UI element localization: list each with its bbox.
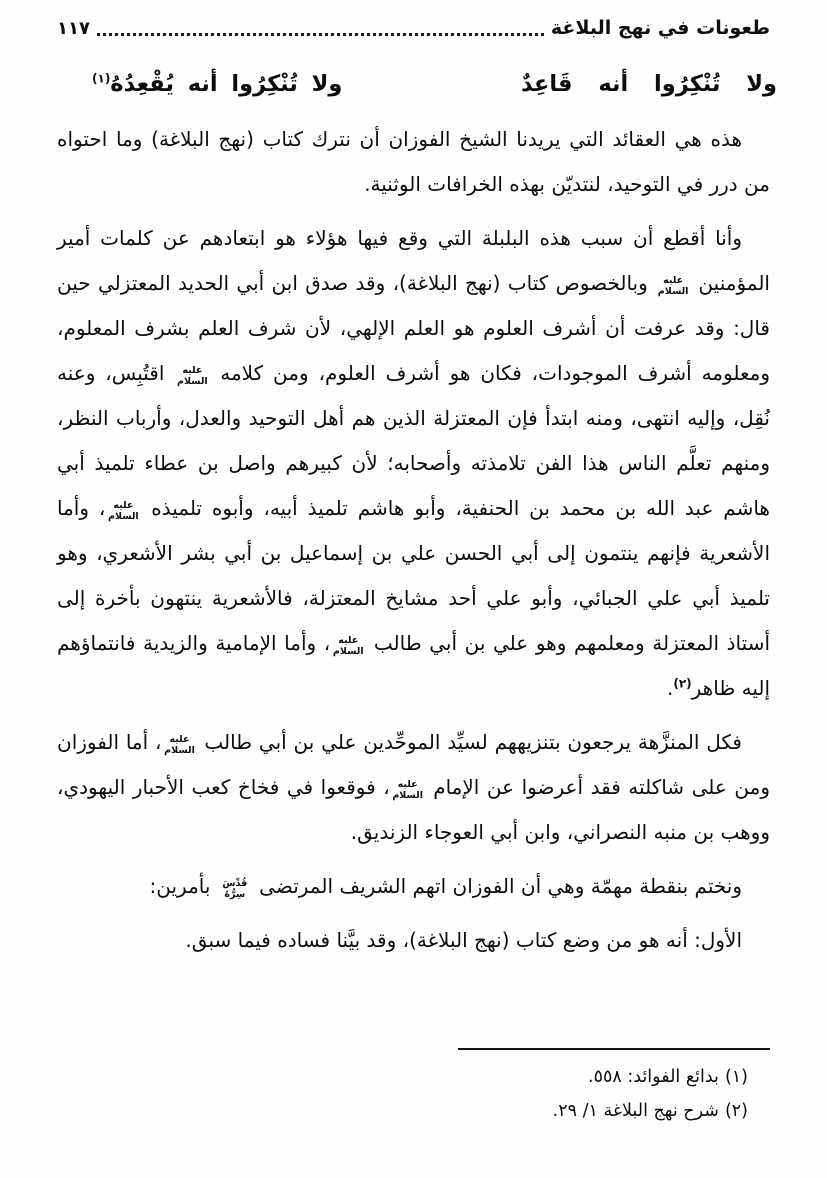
honorific-symbol: عليه السلام: [392, 779, 423, 801]
honorific-symbol: عليه السلام: [108, 500, 139, 522]
body-text: [0, 117, 827, 963]
verse-hemistich-left: [92, 71, 342, 97]
verse-hemistich-right: ولا تُنْكِرُوا أنه قَاعِدٌ: [520, 70, 777, 97]
poetry-verse: [0, 71, 827, 97]
footnote-text: بدائع الفوائد: ٥٥٨.: [588, 1066, 719, 1087]
page-number: ١١٧: [57, 18, 90, 40]
footnote-ref: (١): [92, 71, 111, 86]
honorific-symbol: قُدِّسَ سِرُّهُ: [222, 878, 248, 900]
honorific-symbol: عليه السلام: [657, 275, 689, 297]
running-head: [0, 0, 827, 41]
paragraph: الأول: أنه هو من وضع كتاب (نهج البلاغة)، وقد بيَّنا فساده فيما سبق.: [185, 927, 742, 952]
footnote-text: شرح نهج البلاغة ١/ ٢٩.: [552, 1100, 719, 1121]
footnote: [57, 1060, 770, 1094]
honorific-symbol: عليه السلام: [176, 365, 208, 387]
chapter-title: طعونات في نهج البلاغة: [550, 17, 770, 39]
paragraph: هذه هي العقائد التي يريدنا الشيخ الفوزان أن نترك كتاب (نهج البلاغة) وما احتواه من درر في التوحيد، لنتديّن بهذه الخرافات الوثنية.: [57, 126, 770, 196]
honorific-symbol: عليه السلام: [164, 734, 195, 756]
honorific-symbol: عليه السلام: [332, 635, 364, 657]
footnote-separator: [458, 1048, 770, 1050]
footnotes-section: [57, 1048, 770, 1128]
footnote-marker: (١): [724, 1066, 748, 1087]
footnote-marker: (٢): [724, 1100, 748, 1121]
dot-leader: [97, 32, 544, 36]
footnote-ref: (٢): [673, 676, 692, 691]
paragraph: وأنا أقطع أن سبب هذه البلبلة التي وقع فيها هؤلاء هو ابتعادهم عن كلمات أمير المؤمنين عليه السلام وبالخصوص كتاب (نهج البلاغة)، وقد صدق ابن أبي الحديد المعتزلي حين قال: وقد عرفت أن أشرف العلوم هو العلم الإلهي، لأن شرف العلم بشرف المعلوم، ومعلومه أشرف الموجودات، فكان هو أشرف العلوم، ومن كلامه عليه السلام اقتُبِس، وعنه نُقِل، وإليه انتهى، ومنه ابتدأ فإن المعتزلة الذين هم أهل التوحيد والعدل، وأرباب النظر، ومنهم تعلَّم الناس هذا الفن تلامذته وأصحابه؛ لأن كبيرهم واصل بن عطاء تلميذ أبي هاشم عبد الله بن محمد بن الحنفية، وأبو هاشم تلميذ أبيه، وأبوه تلميذه عليه السلام، وأما الأشعرية فإنهم ينتمون إلى أبي الحسن علي بن إسماعيل بن أبي بشر الأشعري، وهو تلميذ أبي علي الجبائي، وأبو علي أحد مشايخ المعتزلة، فالأشعرية ينتهون بأخرة إلى أستاذ المعتزلة ومعلمهم وهو علي بن أبي طالب عليه السلام، وأما الإمامية والزيدية فانتماؤهم إليه ظاهر$^{(٢)}$.: [57, 225, 771, 700]
paragraph: فكل المنزَّهة يرجعون بتنزيههم لسيِّد الموحِّدين علي بن أبي طالب عليه السلام، أما الفوزان ومن على شاكلته فقد أعرضوا عن الإمام عليه السلام، فوقعوا في فخاخ كعب الأحبار اليهودي، ووهب بن منبه النصراني، وابن أبي العوجاء الزنديق.: [57, 729, 770, 844]
footnote: [57, 1094, 770, 1128]
paragraph: ونختم بنقطة مهمّة وهي أن الفوزان اتهم الشريف المرتضى قُدِّسَ سِرُّهُ بأمرين:: [149, 873, 742, 900]
verse-hemistich-left-text: ولا تُنْكِرُوا أنه يُقْعِدُهُ: [110, 70, 343, 97]
